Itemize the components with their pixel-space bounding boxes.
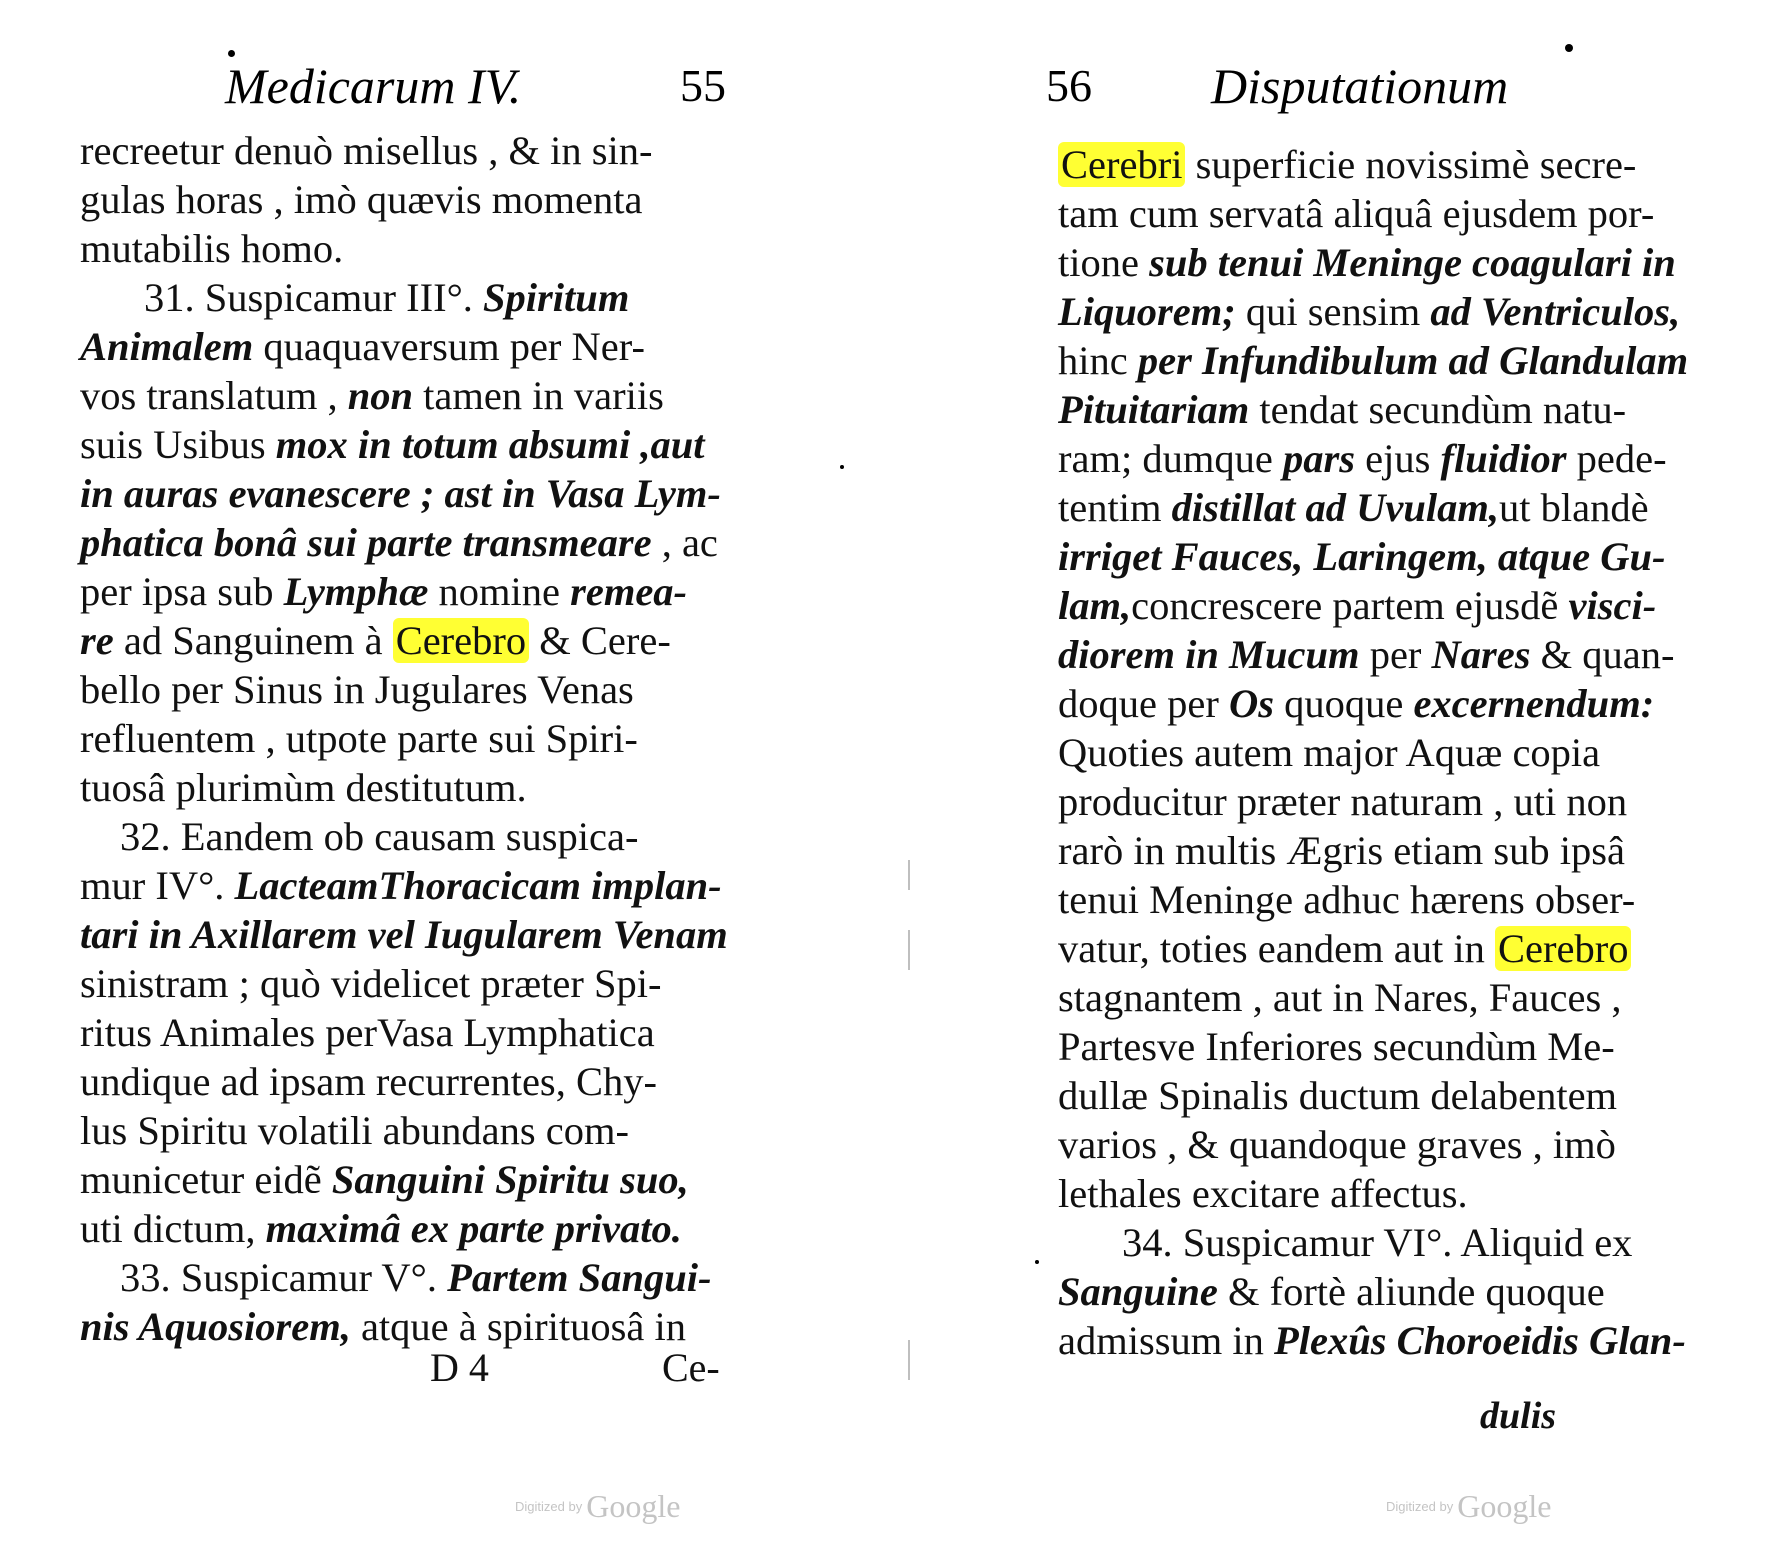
text-line xyxy=(80,910,730,959)
text-run: uti dictum, xyxy=(80,1206,266,1251)
text-run: recreetur denuò misellus , & in sin- xyxy=(80,128,653,173)
text-run: & quan- xyxy=(1530,632,1675,677)
text-line xyxy=(1058,140,1708,189)
ink-speck xyxy=(840,465,844,469)
text-line xyxy=(80,1155,730,1204)
text-run: ejus xyxy=(1354,436,1441,481)
italic-run: non xyxy=(347,373,414,418)
italic-run: re xyxy=(80,618,114,663)
italic-run: tari in Axillarem vel Iugularem Venam xyxy=(80,912,728,957)
text-line xyxy=(1058,532,1708,581)
italic-run: sub tenui Meninge coagulari in xyxy=(1149,240,1676,285)
text-run: 34. Suspicamur VI°. Aliquid ex xyxy=(1122,1220,1633,1265)
text-line xyxy=(80,959,730,1008)
text-run: mutabilis homo. xyxy=(80,226,344,271)
text-run: quaquaversum per Ner- xyxy=(253,324,645,369)
italic-run: diorem in Mucum xyxy=(1058,632,1360,677)
text-run: 31. Suspicamur III°. xyxy=(144,275,484,320)
text-run: superficie novissimè secre- xyxy=(1185,142,1637,187)
text-run: sinistram ; quò videlicet præter Spi- xyxy=(80,961,662,1006)
text-run: ad Sanguinem à xyxy=(113,618,393,663)
text-line xyxy=(1058,1071,1708,1120)
text-run: pede- xyxy=(1566,436,1667,481)
text-line xyxy=(80,616,730,665)
running-title: Medicarum IV. xyxy=(225,58,522,114)
italic-run: Spiritum xyxy=(483,275,630,320)
text-line xyxy=(1058,1120,1708,1169)
text-run: dullæ Spinalis ductum delabentem xyxy=(1058,1073,1618,1118)
catchword: dulis xyxy=(1480,1395,1557,1437)
text-run: varios , & quandoque graves , imò xyxy=(1058,1122,1616,1167)
text-line xyxy=(80,812,730,861)
text-run: doque per xyxy=(1058,681,1229,726)
italic-run: Nares xyxy=(1431,632,1531,677)
text-line xyxy=(80,763,730,812)
text-run: atque à spirituosâ in xyxy=(350,1304,687,1349)
italic-run: Plexûs Choroeidis Glan- xyxy=(1274,1318,1686,1363)
text-line xyxy=(1058,434,1708,483)
ink-speck xyxy=(228,50,235,57)
text-run: undique ad ipsam recurrentes, Chy- xyxy=(80,1059,657,1104)
italic-run: Pituitariam xyxy=(1058,387,1250,432)
text-line xyxy=(80,469,730,518)
text-line xyxy=(80,1302,730,1351)
text-line xyxy=(80,322,730,371)
watermark-logo: Google xyxy=(586,1488,681,1524)
italic-run: Os xyxy=(1228,681,1274,726)
text-run: municetur eidẽ xyxy=(80,1157,332,1202)
text-line xyxy=(80,126,730,175)
ink-speck xyxy=(1035,1260,1039,1264)
text-run: tentim xyxy=(1058,485,1172,530)
body-text xyxy=(1058,140,1708,1365)
text-run: vos translatum , xyxy=(80,373,348,418)
text-line xyxy=(80,1008,730,1057)
text-line xyxy=(1058,973,1708,1022)
running-head xyxy=(80,48,740,124)
italic-run: pars xyxy=(1282,436,1355,481)
text-line xyxy=(1058,287,1708,336)
text-run: ut blandè xyxy=(1499,485,1649,530)
text-run: ritus Animales perVasa Lymphatica xyxy=(80,1010,655,1055)
italic-run: nis Aquosiorem, xyxy=(80,1304,351,1349)
text-run: qui sensim xyxy=(1235,289,1431,334)
ink-speck xyxy=(1565,44,1573,52)
text-run: 32. Eandem ob causam suspica- xyxy=(120,814,639,859)
text-run: tione xyxy=(1058,240,1150,285)
italic-run: remea- xyxy=(570,569,688,614)
text-line xyxy=(80,1204,730,1253)
italic-run: ad Ventriculos, xyxy=(1430,289,1681,334)
text-line xyxy=(80,175,730,224)
italic-run: per Infundibulum ad Glandulam xyxy=(1137,338,1689,383)
text-run: & Cere- xyxy=(529,618,671,663)
italic-run: Liquorem; xyxy=(1058,289,1236,334)
text-line xyxy=(1058,1022,1708,1071)
text-run: nomine xyxy=(428,569,571,614)
text-run: per xyxy=(1359,632,1432,677)
page-number: 55 xyxy=(680,60,726,111)
text-run: bello per Sinus in Jugulares Venas xyxy=(80,667,634,712)
page-number: 56 xyxy=(1046,60,1092,111)
gutter-mark xyxy=(908,1340,910,1380)
italic-run: phatica bonâ sui parte transmeare xyxy=(80,520,652,565)
italic-run: Sanguini Spiritu suo, xyxy=(331,1157,689,1202)
text-line xyxy=(1058,581,1708,630)
text-run: gulas horas , imò quævis momenta xyxy=(80,177,643,222)
text-run: producitur præter naturam , uti non xyxy=(1058,779,1628,824)
text-line xyxy=(80,665,730,714)
text-run: lus Spiritu volatili abundans com- xyxy=(80,1108,629,1153)
text-run: admissum in xyxy=(1058,1318,1275,1363)
italic-run: maximâ ex parte privato. xyxy=(265,1206,682,1251)
italic-run: Animalem xyxy=(80,324,254,369)
text-run: , ac xyxy=(651,520,718,565)
text-run: Quoties autem major Aquæ copia xyxy=(1058,730,1601,775)
text-line xyxy=(1058,1169,1708,1218)
text-run: tamen in variis xyxy=(413,373,664,418)
text-run: 33. Suspicamur V°. xyxy=(120,1255,448,1300)
text-line xyxy=(80,567,730,616)
catchword: Ce- xyxy=(662,1345,720,1390)
gutter-mark xyxy=(908,930,910,970)
italic-run: LacteamThoracicam implan- xyxy=(234,863,722,908)
text-line xyxy=(1058,189,1708,238)
text-line xyxy=(1058,483,1708,532)
text-line xyxy=(80,861,730,910)
running-title: Disputationum xyxy=(1211,58,1509,114)
italic-run: fluidior xyxy=(1440,436,1567,481)
italic-run: in auras evanescere ; ast in Vasa Lym- xyxy=(80,471,721,516)
text-line xyxy=(1058,728,1708,777)
text-run: tendat secundùm natu- xyxy=(1249,387,1627,432)
italic-run: distillat ad Uvulam, xyxy=(1171,485,1500,530)
signature-mark: D 4 xyxy=(430,1345,489,1390)
text-run: tuosâ plurimùm destitutum. xyxy=(80,765,527,810)
text-run: mur IV°. xyxy=(80,863,235,908)
text-run: per ipsa sub xyxy=(80,569,284,614)
watermark-small: Digitized by xyxy=(1386,1499,1454,1514)
text-run: ram; dumque xyxy=(1058,436,1283,481)
italic-run: mox in totum absumi ,aut xyxy=(275,422,705,467)
text-run: suis Usibus xyxy=(80,422,276,467)
italic-run: Lymphæ xyxy=(283,569,429,614)
watermark xyxy=(515,1488,680,1525)
text-run: vatur, toties eandem aut in xyxy=(1058,926,1495,971)
highlighted-term: Cerebri xyxy=(1058,142,1185,187)
italic-run: lam, xyxy=(1058,583,1132,628)
text-run: lethales excitare affectus. xyxy=(1058,1171,1468,1216)
text-run: Partesve Inferiores secundùm Me- xyxy=(1058,1024,1615,1069)
text-line xyxy=(1058,1316,1708,1365)
text-line xyxy=(80,1106,730,1155)
text-line xyxy=(1058,679,1708,728)
text-line xyxy=(80,714,730,763)
text-line xyxy=(1058,630,1708,679)
text-run: refluentem , utpote parte sui Spiri- xyxy=(80,716,638,761)
text-run: stagnantem , aut in Nares, Fauces , xyxy=(1058,975,1622,1020)
body-text xyxy=(80,126,730,1351)
text-line xyxy=(80,371,730,420)
watermark-small: Digitized by xyxy=(515,1499,583,1514)
text-run: concrescere partem ejusdẽ xyxy=(1131,583,1569,628)
text-line xyxy=(1058,385,1708,434)
text-line xyxy=(80,518,730,567)
right-page xyxy=(886,0,1772,1563)
watermark xyxy=(1386,1488,1551,1525)
text-run: & fortè aliunde quoque xyxy=(1217,1269,1605,1314)
highlighted-term: Cerebro xyxy=(1495,926,1631,971)
text-line xyxy=(80,420,730,469)
text-line xyxy=(1058,826,1708,875)
text-line xyxy=(80,1253,730,1302)
watermark-logo: Google xyxy=(1457,1488,1552,1524)
italic-run: visci- xyxy=(1568,583,1657,628)
italic-run: Sanguine xyxy=(1058,1269,1218,1314)
text-line xyxy=(1058,924,1708,973)
text-line xyxy=(80,273,730,322)
text-line xyxy=(80,1057,730,1106)
text-line xyxy=(1058,777,1708,826)
gutter-mark xyxy=(908,860,910,890)
text-line xyxy=(1058,1218,1708,1267)
text-line xyxy=(80,224,730,273)
text-run: tenui Meninge adhuc hærens obser- xyxy=(1058,877,1636,922)
text-run: rarò in multis Ægris etiam sub ipsâ xyxy=(1058,828,1625,873)
text-line xyxy=(1058,238,1708,287)
highlighted-term: Cerebro xyxy=(393,618,529,663)
text-run: tam cum servatâ aliquâ ejusdem por- xyxy=(1058,191,1655,236)
text-line xyxy=(1058,1267,1708,1316)
italic-run: irriget Fauces, Laringem, atque Gu- xyxy=(1058,534,1666,579)
text-run: hinc xyxy=(1058,338,1138,383)
italic-run: excernendum: xyxy=(1413,681,1655,726)
italic-run: Partem Sangui- xyxy=(447,1255,712,1300)
text-line xyxy=(1058,336,1708,385)
text-run: quoque xyxy=(1273,681,1414,726)
running-head xyxy=(1046,48,1706,124)
text-line xyxy=(1058,875,1708,924)
